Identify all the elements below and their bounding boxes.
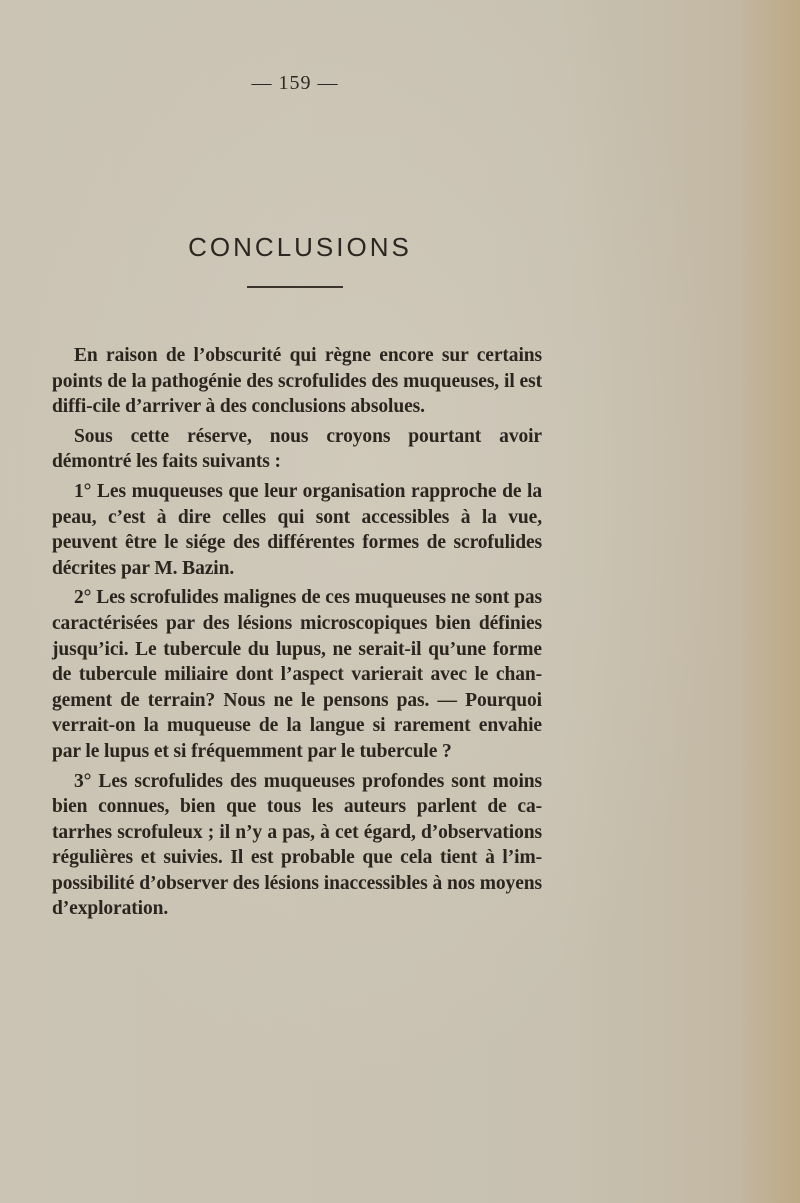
page-edge-stain xyxy=(740,0,800,1203)
title-divider xyxy=(247,286,343,288)
body-text xyxy=(52,343,542,926)
paragraph-intro: En raison de l’obscurité qui règne encore sur certains points de la pathogénie des scrofulides des muqueuses, il est diffi-cile d’arriver à des conclusions absolues. xyxy=(52,345,542,418)
page-number: — 159 — xyxy=(251,72,339,94)
paragraph-reserve: Sous cette réserve, nous croyons pourtant avoir démontré les faits suivants : xyxy=(52,425,542,473)
paragraph-conclusion-3: 3° Les scrofulides des muqueuses profondes sont moins bien connues, bien que tous les auteurs parlent de ca-tarrhes scrofuleux ; il n’y a pas, à cet égard, d’observations régulières et suivies. Il est probable que cela tient à l’im-possibilité d’observer des lésions inaccessibles à nos moyens d’exploration. xyxy=(52,770,542,920)
chapter-title: CONCLUSIONS xyxy=(188,232,412,262)
paragraph-conclusion-1: 1° Les muqueuses que leur organisation rapproche de la peau, c’est à dire celles qui sont accessibles à la vue, peuvent être le siége des différentes formes de scrofulides décrites par M. Bazin. xyxy=(52,480,542,579)
paragraph-conclusion-2: 2° Les scrofulides malignes de ces muqueuses ne sont pas caractérisées par des lésions microscopiques bien définies jusqu’ici. Le tubercule du lupus, ne serait-il qu’une forme de tubercule miliaire dont l’aspect varierait avec le chan-gement de terrain? Nous ne le pensons pas. — Pourquoi verrait-on la muqueuse de la langue si rarement envahie par le lupus et si fréquemment par le tubercule ? xyxy=(52,587,542,762)
